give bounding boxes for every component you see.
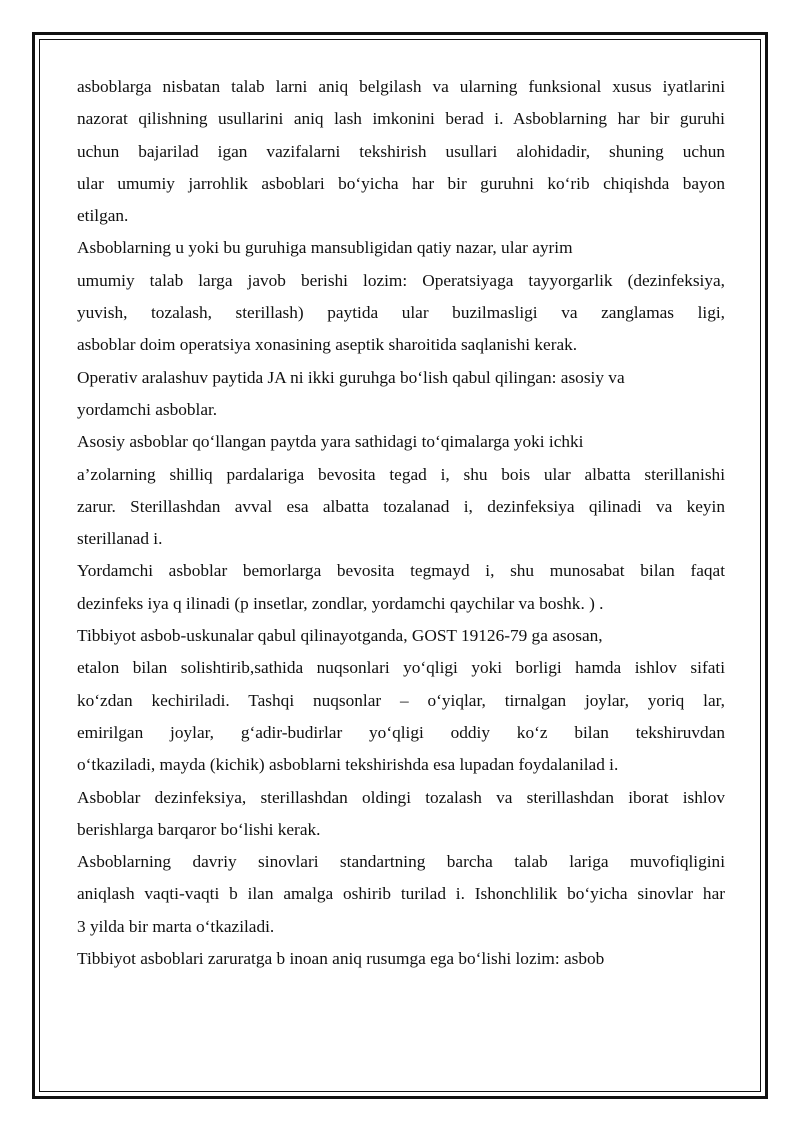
text-line: asboblar doim operatsiya xonasining aseptik sharoitida saqlanishi kerak. [77, 335, 578, 355]
text-line: aniqlash vaqti-vaqti b ilan amalga oshirib turilad i. Ishonchlilik bo‘yicha sinovlar har [77, 884, 725, 904]
text-line: Asosiy asboblar qo‘llangan paytda yara sathidagi to‘qimalarga yoki ichki [77, 432, 584, 452]
text-line: etalon bilan solishtirib,sathida nuqsonlari yo‘qligi yoki borligi hamda ishlov sifati [77, 658, 725, 678]
text-line: Tibbiyot asboblari zaruratga b inoan aniq rusumga ega bo‘lishi lozim: asbob [77, 949, 605, 969]
text-line: Asboblarning davriy sinovlari standartning barcha talab lariga muvofiqligini [77, 852, 725, 872]
text-line: 3 yilda bir marta o‘tkaziladi. [77, 916, 275, 936]
text-line: emirilgan joylar, g‘adir-budirlar yo‘qligi oddiy ko‘z bilan tekshiruvdan [77, 722, 725, 742]
text-line: ular umumiy jarrohlik asboblari bo‘yicha har bir guruhni ko‘rib chiqishda bayon [77, 173, 725, 193]
text-line: uchun bajarilad igan vazifalarni tekshirish usullari alohidadir, shuning uchun [77, 141, 725, 161]
text-line: dezinfeks iya q ilinadi (p insetlar, zondlar, yordamchi qaychilar va boshk. ) . [77, 593, 604, 613]
text-line: sterillanad i. [77, 529, 163, 549]
text-line: nazorat qilishning usullarini aniq lash imkonini berad i. Asboblarning har bir guruhi [77, 109, 725, 129]
text-line: yuvish, tozalash, sterillash) paytida ular buzilmasligi va zanglamas ligi, [77, 303, 725, 323]
text-line: Asboblarning u yoki bu guruhiga mansubligidan qatiy nazar, ular ayrim [77, 238, 573, 258]
text-line: asboblarga nisbatan talab larni aniq belgilash va ularning funksional xusus iyatlarini [77, 77, 725, 96]
text-line: etilgan. [77, 206, 129, 226]
text-line: Yordamchi asboblar bemorlarga bevosita tegmayd i, shu munosabat bilan faqat [77, 561, 725, 581]
text-line: Tibbiyot asbob-uskunalar qabul qilinayotganda, GOST 19126-79 ga asosan, [77, 626, 603, 646]
text-line: ko‘zdan kechiriladi. Tashqi nuqsonlar – o‘yiqlar, tirnalgan joylar, yoriq lar, [77, 690, 725, 710]
document-body [77, 71, 725, 975]
text-line: berishlarga barqaror bo‘lishi kerak. [77, 819, 321, 839]
text-line: a’zolarning shilliq pardalariga bevosita tegad i, shu bois ular albatta sterillanishi [77, 464, 725, 484]
text-line: umumiy talab larga javob berishi lozim: Operatsiyaga tayyorgarlik (dezinfeksiya, [77, 270, 725, 290]
text-line: zarur. Sterillashdan avval esa albatta tozalanad i, dezinfeksiya qilinadi va keyin [77, 496, 725, 516]
text-line: yordamchi asboblar. [77, 399, 218, 419]
text-line: o‘tkaziladi, mayda (kichik) asboblarni tekshirishda esa lupadan foydalanilad i. [77, 755, 619, 775]
text-line: Asboblar dezinfeksiya, sterillashdan oldingi tozalash va sterillashdan iborat ishlov [77, 787, 725, 807]
text-line: Operativ aralashuv paytida JA ni ikki guruhga bo‘lish qabul qilingan: asosiy va [77, 367, 625, 387]
